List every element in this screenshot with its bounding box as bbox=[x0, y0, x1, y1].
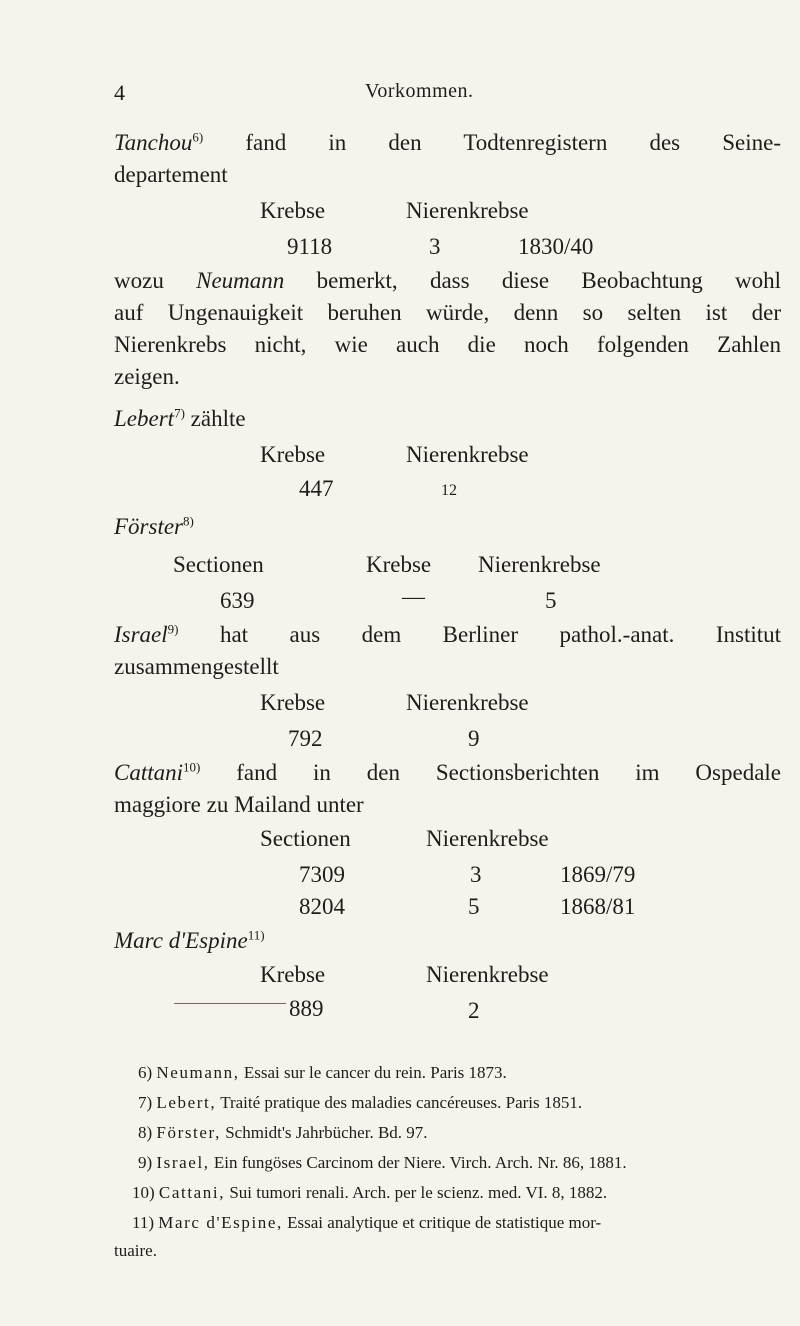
table2-header-krebse: Krebse bbox=[260, 442, 326, 467]
paragraph-cattani-line1 bbox=[114, 758, 781, 788]
table3-krebse-value: — bbox=[402, 584, 425, 609]
running-title: Vorkommen. bbox=[365, 80, 474, 102]
footnote-6 bbox=[138, 1062, 507, 1084]
author-neumann: Neumann bbox=[196, 268, 285, 293]
footnote-author: Israel, bbox=[156, 1153, 210, 1172]
table3-header-krebse: Krebse bbox=[366, 552, 432, 577]
table4-krebse-value: 792 bbox=[288, 726, 323, 751]
footnote-ref-10: 10) bbox=[183, 759, 201, 775]
table5-row1-nierenkrebse: 3 bbox=[470, 862, 482, 887]
paragraph-neumann-line1 bbox=[114, 266, 781, 296]
table1-header-nierenkrebse: Nierenkrebse bbox=[406, 198, 529, 223]
footnote-author: Lebert, bbox=[156, 1093, 217, 1112]
footnote-ref-8: 8) bbox=[183, 513, 194, 529]
paragraph-neumann-line3: Nierenkrebs nicht, wie auch die noch folgenden Zahlen bbox=[114, 332, 781, 357]
table3-sectionen-value: 639 bbox=[220, 588, 255, 613]
footnote-11 bbox=[132, 1212, 601, 1234]
table6-nierenkrebse-value: 2 bbox=[468, 998, 480, 1023]
footnote-ref-11: 11) bbox=[247, 927, 265, 943]
footnote-ref-6: 6) bbox=[192, 129, 204, 145]
paragraph-foerster bbox=[114, 512, 194, 542]
footnote-num: 7) bbox=[138, 1093, 153, 1112]
author-marc-despine: Marc d'Espine bbox=[114, 928, 248, 953]
israel-text: hat aus dem Berliner pathol.-anat. Institut bbox=[219, 622, 782, 647]
table2-krebse-value: 447 bbox=[299, 476, 334, 501]
page-number: 4 bbox=[114, 80, 125, 105]
footnote-text: Sui tumori renali. Arch. per le scienz. med. VI. 8, 1882. bbox=[229, 1183, 608, 1202]
paragraph-cattani-line2: maggiore zu Mailand unter bbox=[114, 792, 364, 817]
footnote-num: 8) bbox=[138, 1123, 153, 1142]
footnote-text: Schmidt's Jahrbücher. Bd. 97. bbox=[225, 1123, 428, 1142]
footnote-text: Essai sur le cancer du rein. Paris 1873. bbox=[243, 1063, 507, 1082]
footnote-9 bbox=[138, 1152, 627, 1174]
table1-nierenkrebse-value: 3 bbox=[429, 234, 441, 259]
footnote-num: 6) bbox=[138, 1063, 153, 1082]
author-lebert: Lebert bbox=[114, 406, 175, 431]
paragraph-marc-despine bbox=[114, 926, 265, 956]
footnote-text: Ein fungöses Carcinom der Niere. Virch. Arch. Nr. 86, 1881. bbox=[213, 1153, 627, 1172]
tanchou-text: fand in den Todtenregistern des Seine- bbox=[245, 130, 782, 155]
neumann-post: bemerkt, dass diese Beobachtung wohl bbox=[316, 268, 781, 293]
footnote-author: Neumann, bbox=[156, 1063, 240, 1082]
footnote-author: Marc d'Espine, bbox=[158, 1213, 283, 1232]
author-cattani: Cattani bbox=[114, 760, 184, 785]
paragraph-tanchou-line1 bbox=[114, 128, 781, 158]
paragraph-israel-line1 bbox=[114, 620, 781, 650]
table6-krebse-value: 889 bbox=[289, 996, 324, 1021]
footnote-author: Cattani, bbox=[158, 1183, 226, 1202]
footnote-ref-9: 9) bbox=[167, 621, 179, 637]
footnote-11-continuation: tuaire. bbox=[114, 1241, 157, 1260]
table2-nierenkrebse-value: 12 bbox=[441, 482, 457, 499]
table3-header-nierenkrebse: Nierenkrebse bbox=[478, 552, 601, 577]
table4-header-krebse: Krebse bbox=[260, 690, 326, 715]
footnote-num: 10) bbox=[132, 1183, 155, 1202]
table5-row1-sectionen: 7309 bbox=[299, 862, 345, 887]
table4-nierenkrebse-value: 9 bbox=[468, 726, 480, 751]
cattani-text: fand in den Sectionsberichten im Ospedale bbox=[236, 760, 782, 785]
author-tanchou: Tanchou bbox=[114, 130, 193, 155]
table5-row2-sectionen: 8204 bbox=[299, 894, 345, 919]
table5-header-sectionen: Sectionen bbox=[260, 826, 351, 851]
table3-nierenkrebse-value: 5 bbox=[545, 588, 557, 613]
table5-row1-period: 1869/79 bbox=[560, 862, 636, 887]
table1-krebse-value: 9118 bbox=[287, 234, 333, 259]
author-israel: Israel bbox=[114, 622, 168, 647]
table4-header-nierenkrebse: Nierenkrebse bbox=[406, 690, 529, 715]
footnote-num: 9) bbox=[138, 1153, 153, 1172]
table6-header-nierenkrebse: Nierenkrebse bbox=[426, 962, 549, 987]
author-foerster: Förster bbox=[114, 514, 183, 539]
table1-period: 1830/40 bbox=[518, 234, 594, 259]
footnote-10 bbox=[132, 1182, 607, 1204]
paragraph-lebert bbox=[114, 404, 246, 434]
paragraph-neumann-line4: zeigen. bbox=[114, 364, 180, 389]
footnote-7 bbox=[138, 1092, 582, 1114]
table1-header-krebse: Krebse bbox=[260, 198, 326, 223]
table2-header-nierenkrebse: Nierenkrebse bbox=[406, 442, 529, 467]
paragraph-neumann-line2: auf Ungenauigkeit beruhen würde, denn so selten ist der bbox=[114, 300, 781, 325]
footnote-text: Essai analytique et critique de statistique mor- bbox=[287, 1213, 602, 1232]
neumann-pre: wozu bbox=[114, 268, 164, 293]
table5-header-nierenkrebse: Nierenkrebse bbox=[426, 826, 549, 851]
lebert-text: zählte bbox=[190, 406, 246, 431]
footnote-num: 11) bbox=[132, 1213, 155, 1232]
paragraph-tanchou-line2: departement bbox=[114, 162, 228, 187]
footnote-text: Traité pratique des maladies cancéreuses. Paris 1851. bbox=[220, 1093, 583, 1112]
table6-header-krebse: Krebse bbox=[260, 962, 326, 987]
footnote-author: Förster, bbox=[156, 1123, 221, 1142]
paragraph-israel-line2: zusammengestellt bbox=[114, 654, 279, 679]
table3-header-sectionen: Sectionen bbox=[173, 552, 264, 577]
table5-row2-period: 1868/81 bbox=[560, 894, 636, 919]
table5-row2-nierenkrebse: 5 bbox=[468, 894, 480, 919]
footnote-divider bbox=[174, 1003, 286, 1004]
footnote-8 bbox=[138, 1122, 428, 1144]
footnote-ref-7: 7) bbox=[174, 405, 185, 421]
